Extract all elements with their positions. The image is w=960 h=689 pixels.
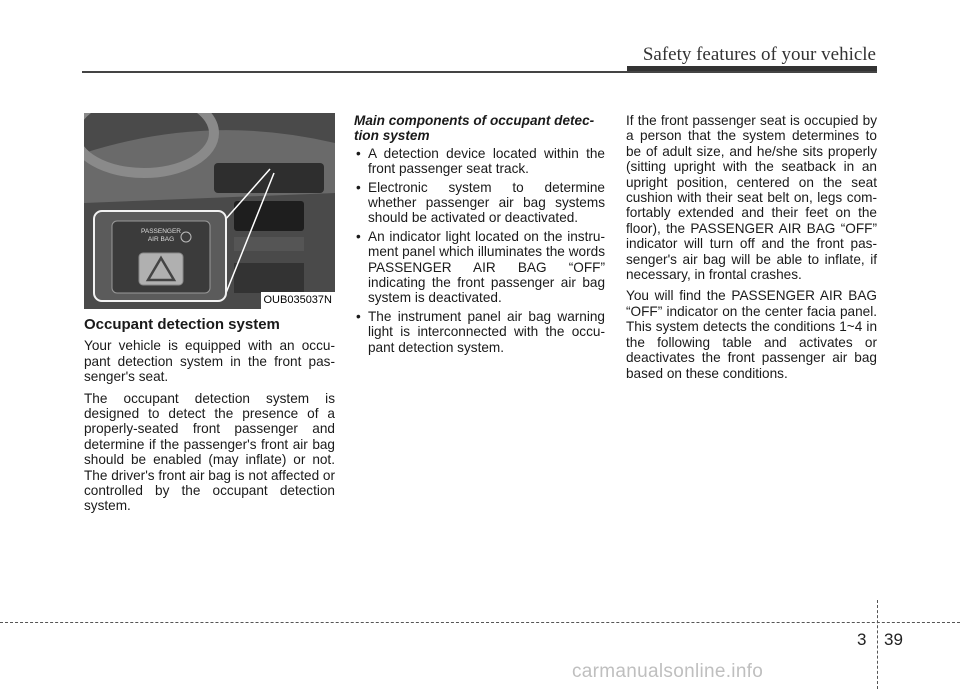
adult-occupant-paragraph: If the front passenger seat is occupied by a person that the system determines to be of adult size, and he/she sits properly (sitting upright with the seatback in an upright position, centered on the seat cushion with their seat belt on, legs com- fortably extended and their feet on the floor), the PASSENGER AIR BAG “OFF” indicator will turn off and the front pas- senger's air bag will be able to inflate, if necessary, in frontal crashes. xyxy=(626,113,877,283)
footer-divider xyxy=(877,600,878,689)
dashboard-illustration xyxy=(84,113,335,309)
list-item: • A detection device located within the front passenger seat track. xyxy=(354,146,605,177)
indicator-label: PASSENGER xyxy=(141,228,181,235)
dashboard-figure xyxy=(84,113,335,309)
section-heading: Occupant detection system xyxy=(84,316,280,333)
page-number: 39 xyxy=(884,630,903,649)
column-3 xyxy=(626,113,877,387)
watermark: carmanualsonline.info xyxy=(572,661,764,682)
svg-text:AIR BAG: AIR BAG xyxy=(147,236,175,243)
chapter-number: 3 xyxy=(857,630,867,649)
list-item: • The instrument panel air bag warning light is interconnected with the occu- pant detection system. xyxy=(354,309,605,355)
list-item: • An indicator light located on the instru- ment panel which illuminates the words PASSENGER AIR BAG “OFF” indicating the front passenger air bag system is deactivated. xyxy=(354,229,605,306)
running-header: Safety features of your vehicle xyxy=(642,44,876,65)
column-2 xyxy=(354,113,605,358)
header-rule xyxy=(82,71,877,73)
components-list xyxy=(354,146,605,355)
description-paragraph: The occupant detection system is designed to detect the presence of a properly-seated front passenger and determine if the passenger's front air bag should be enabled (may inflate) or not. The driver's front air bag is not affected or controlled by the occupant detection system. xyxy=(84,390,335,514)
intro-paragraph: Your vehicle is equipped with an occu- pant detection system in the front pas- senger's seat. xyxy=(84,338,335,385)
footer-rule xyxy=(0,622,960,623)
figure-code: OUB035037N xyxy=(261,292,336,309)
list-item: • Electronic system to determine whether passenger air bag systems should be activated or deactivated. xyxy=(354,180,605,226)
column-1 xyxy=(84,113,335,520)
subsection-heading: Main components of occupant detec- tion system xyxy=(354,113,595,144)
indicator-location-paragraph: You will find the PASSENGER AIR BAG “OFF” indicator on the center facia panel. This system detects the conditions 1~4 in the following table and activates or deactivates the front passenger air bag based on these conditions. xyxy=(626,288,877,381)
